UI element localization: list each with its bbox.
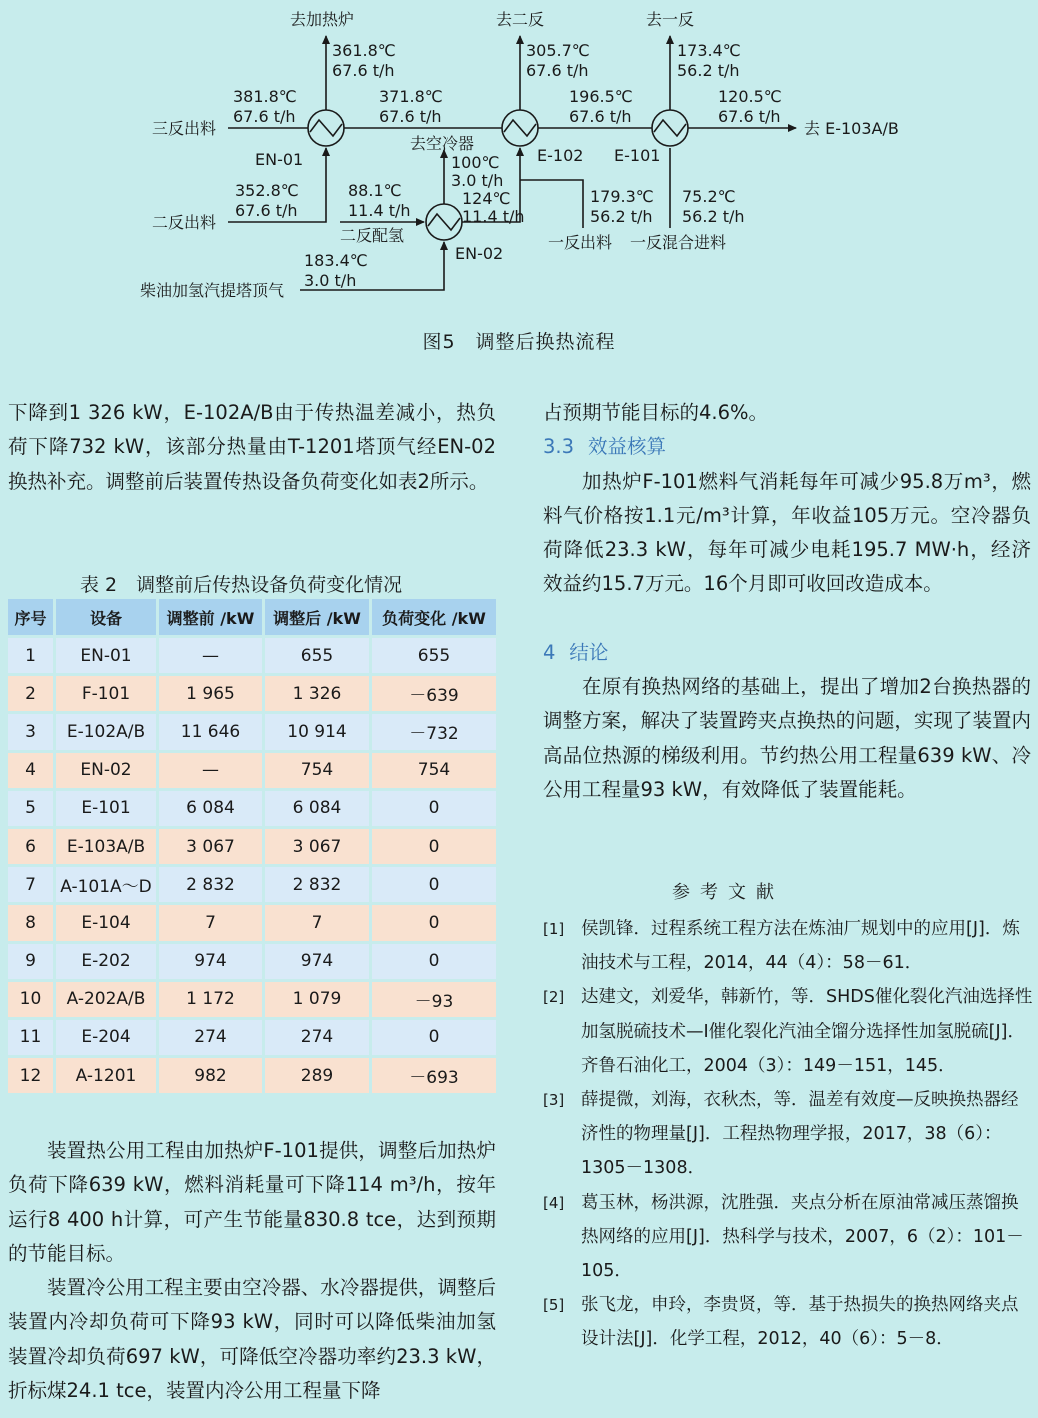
paragraph: 加热炉F-101燃料气消耗每年可减少95.8万m³，燃料气价格按1.1元/m³计算，年收益105万元。空冷器负荷降低23.3 kW，每年可减少电耗195.7 MW·h，经济效益约15.7万元。16个月即可收回改造成本。 [543,469,1031,596]
table-cell: 1 [8,637,55,675]
table-cell: — [158,637,264,675]
exchanger-en01-icon [308,110,344,146]
table-cell: E-102A/B [55,713,158,751]
table-header-cell: 设备 [55,599,158,637]
table-cell: 289 [264,1057,371,1094]
stream-value: 173.4℃ [677,41,741,60]
stream-value: 75.2℃ [682,187,736,206]
table-cell: 1 965 [158,675,264,713]
label-en02: EN-02 [455,244,504,263]
stream-value: 67.6 t/h [526,61,589,80]
stream-value: 67.6 t/h [569,107,632,126]
table-cell: 655 [264,637,371,675]
reference-text: 葛玉林，杨洪源，沈胜强．夹点分析在原油常减压蒸馏换热网络的应用[J]．热科学与技术，2007，6（2）：101－105． [581,1192,1024,1282]
reference-text: 张飞龙，申玲，李贵贤，等．基于热损失的换热网络夹点设计法[J]．化学工程，2012，40（6）：5－8． [581,1295,1019,1350]
table-cell: 7 [264,904,371,942]
table-cell: 8 [8,904,55,942]
table-cell: 1 079 [264,980,371,1018]
label-to-r1: 去一反 [646,10,695,29]
table-cell: 11 646 [158,713,264,751]
section-number: 4 [543,640,556,664]
table-cell: 11 [8,1018,55,1056]
label-r2-h2: 二反配氢 [340,226,405,245]
reference-text: 薛提微，刘海，衣秋杰，等．温差有效度—反映换热器经济性的物理量[J]．工程热物理学报，2017，38（6）：1305－1308． [581,1090,1019,1179]
stream-value: 67.6 t/h [718,107,781,126]
table-cell: 3 067 [264,827,371,865]
right-column [543,396,1031,807]
stream-value: 56.2 t/h [677,61,740,80]
stream-value: 352.8℃ [235,181,299,200]
stream-value: 88.1℃ [348,181,402,200]
table-cell: －732 [371,713,497,751]
table-row [8,904,496,942]
table-cell: 7 [8,866,55,904]
table-cell: 6 [8,827,55,865]
table-cell: －639 [371,675,497,713]
label-to-aircooler: 去空冷器 [410,134,475,153]
table-row [8,1018,496,1056]
table-cell: 1 326 [264,675,371,713]
stream-value: 381.8℃ [233,87,297,106]
table-cell: －693 [371,1057,497,1094]
table-cell: 974 [158,942,264,980]
table-cell: E-103A/B [55,827,158,865]
table-header-cell: 负荷变化 /kW [371,599,497,637]
table-header-cell: 调整后 /kW [264,599,371,637]
stream-value: 179.3℃ [590,187,654,206]
reference-item [543,1288,1033,1356]
stream-value: 56.2 t/h [682,207,745,226]
label-en01: EN-01 [255,150,304,169]
label-to-furnace: 去加热炉 [290,10,355,29]
label-e101: E-101 [614,146,661,165]
label-to-e103: 去 E-103A/B [804,119,899,138]
references-title: 参考文献 [672,882,784,903]
table-row [8,827,496,865]
table-cell: E-101 [55,789,158,827]
exchanger-e102-icon [502,110,538,146]
heat-exchange-flow-diagram [0,0,1038,310]
reference-number: [2] [543,988,565,1007]
table-row [8,751,496,789]
stream-value: 183.4℃ [304,251,368,270]
table-cell: 0 [371,789,497,827]
table-header-cell: 调整前 /kW [158,599,264,637]
reference-number: [4] [543,1193,565,1212]
left-column-bottom [8,1134,496,1408]
load-change-table [8,599,496,1093]
exchanger-en02-icon [426,204,462,240]
table-cell: EN-01 [55,637,158,675]
table-cell: 0 [371,827,497,865]
table-cell: 0 [371,1018,497,1056]
stream-value: 100℃ [451,153,500,172]
table-cell: 10 914 [264,713,371,751]
reference-item [543,980,1033,1083]
stream-value: 361.8℃ [332,41,396,60]
reference-number: [3] [543,1091,565,1110]
table-cell: 274 [264,1018,371,1056]
table-cell: 6 084 [158,789,264,827]
figure-caption: 图5 调整后换热流程 [422,331,616,353]
spacer [543,602,1031,636]
table-cell: 4 [8,751,55,789]
label-r1-out: 一反出料 [548,233,613,252]
table-cell: 274 [158,1018,264,1056]
table-row [8,675,496,713]
table-row [8,980,496,1018]
label-diesel-top: 柴油加氢汽提塔顶气 [140,281,285,300]
stream-value: 67.6 t/h [332,61,395,80]
stream-value: 3.0 t/h [451,171,504,190]
section-number: 3.3 [543,435,575,459]
table-cell: — [158,751,264,789]
table-cell: 9 [8,942,55,980]
table-cell: 754 [264,751,371,789]
stream-value: 305.7℃ [526,41,590,60]
table-cell: A-101A～D [55,866,158,904]
table-cell: 655 [371,637,497,675]
stream-value: 124℃ [462,189,511,208]
paragraph: 占预期节能目标的4.6%。 [543,401,769,424]
table-row [8,713,496,751]
section-title: 结论 [569,640,609,664]
reference-text: 达建文，刘爱华，韩新竹，等．SHDS催化裂化汽油选择性加氢脱硫技术—Ⅰ催化裂化汽油全馏分选择性加氢脱硫[J]．齐鲁石油化工，2004（3）：149－151，145． [581,987,1033,1076]
references-list [543,912,1033,1357]
table-cell: A-1201 [55,1057,158,1094]
reference-item [543,912,1033,980]
label-r1-feed: 一反混合进料 [630,233,727,252]
table-cell: 982 [158,1057,264,1094]
table-cell: 974 [264,942,371,980]
paragraph: 在原有换热网络的基础上，提出了增加2台换热器的调整方案，解决了装置跨夹点换热的问题，实现了装置内高品位热源的梯级利用。节约热公用工程量639 kW、冷公用工程量93 kW，有效降低了装置能耗。 [543,675,1031,801]
table-title: 表 2 调整前后传热设备负荷变化情况 [80,574,403,596]
table-cell: EN-02 [55,751,158,789]
table-cell: 0 [371,866,497,904]
stream-value: 3.0 t/h [304,271,357,290]
table-cell: 2 [8,675,55,713]
table-header-cell: 序号 [8,599,55,637]
table-cell: －93 [371,980,497,1018]
stream-value: 67.6 t/h [235,201,298,220]
table-row [8,1057,496,1094]
table-cell: 3 [8,713,55,751]
table-cell: 12 [8,1057,55,1094]
table-header-row [8,599,496,637]
stream-value: 67.6 t/h [379,107,442,126]
table-cell: E-204 [55,1018,158,1056]
table-cell: 0 [371,904,497,942]
label-r3-out: 三反出料 [152,119,217,138]
label-r2-out: 二反出料 [152,213,217,232]
reference-number: [1] [543,920,565,938]
table-cell: 10 [8,980,55,1018]
paragraph: 下降到1 326 kW，E-102A/B由于传热温差减小，热负荷下降732 kW，该部分热量由T-1201塔顶气经EN-02换热补充。调整前后装置传热设备负荷变化如表2所示。 [8,401,496,493]
reference-text: 侯凯锋．过程系统工程方法在炼油厂规划中的应用[J]．炼油技术与工程，2014，44（4）：58－61． [581,919,1020,974]
label-e102: E-102 [537,146,584,165]
paragraph: 装置热公用工程由加热炉F-101提供，调整后加热炉负荷下降639 kW，燃料消耗量可下降114 m³/h，按年运行8 400 h计算，可产生节能量830.8 tce，达到预期的节能目标。 [8,1139,496,1265]
stream-value: 120.5℃ [718,87,782,106]
table-row [8,866,496,904]
stream-value: 371.8℃ [379,87,443,106]
table-row [8,942,496,980]
reference-item [543,1083,1033,1186]
table-cell: 0 [371,942,497,980]
table-cell: E-202 [55,942,158,980]
table-cell: E-104 [55,904,158,942]
stream-value: 11.4 t/h [348,201,411,220]
table-cell: 5 [8,789,55,827]
reference-item [543,1186,1033,1289]
table-row [8,637,496,675]
table-cell: F-101 [55,675,158,713]
section-heading-3-3 [543,430,1031,464]
table-cell: 6 084 [264,789,371,827]
table-cell: 3 067 [158,827,264,865]
stream-value: 196.5℃ [569,87,633,106]
exchanger-e101-icon [652,110,688,146]
section-title: 效益核算 [588,435,667,459]
stream-value: 56.2 t/h [590,207,653,226]
left-column-top [8,396,496,499]
table-cell: 7 [158,904,264,942]
table-row [8,789,496,827]
table-cell: A-202A/B [55,980,158,1018]
section-heading-4 [543,636,1031,670]
paragraph: 装置冷公用工程主要由空冷器、水冷器提供，调整后装置内冷却负荷可下降93 kW，同时可以降低柴油加氢装置冷却负荷697 kW，可降低空冷器功率约23.3 kW，折标煤24.1 tce，装置内冷公用工程量下降 [8,1276,496,1403]
r1-out-stream-line [520,180,583,228]
table-cell: 1 172 [158,980,264,1018]
table-cell: 2 832 [264,866,371,904]
reference-number: [5] [543,1296,565,1315]
label-to-r2: 去二反 [496,10,545,29]
table-cell: 2 832 [158,866,264,904]
stream-value: 11.4 t/h [462,207,525,226]
stream-value: 67.6 t/h [233,107,296,126]
table-cell: 754 [371,751,497,789]
